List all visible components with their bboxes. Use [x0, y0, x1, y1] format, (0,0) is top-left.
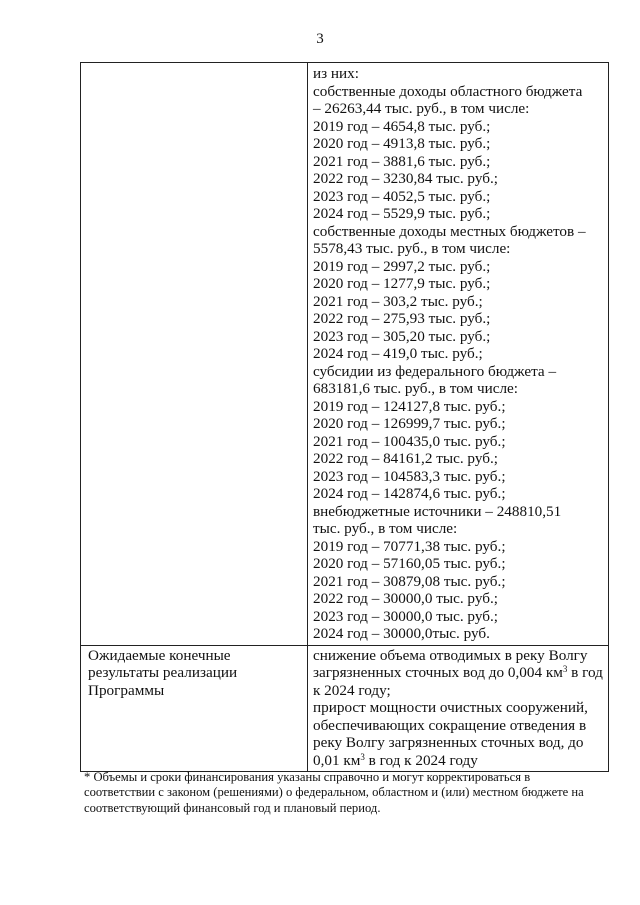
funding-line: 2024 год – 142874,6 тыс. руб.;	[313, 485, 506, 502]
funding-line: 2024 год – 5529,9 тыс. руб.;	[313, 205, 491, 222]
funding-line: 2021 год – 303,2 тыс. руб.;	[313, 292, 483, 310]
funding-line: 2021 год – 100435,0 тыс. руб.;	[313, 432, 506, 450]
expected-results-value-cell	[308, 645, 609, 772]
funding-line: 2020 год – 1277,9 тыс. руб.;	[313, 275, 491, 292]
funding-line: 5578,43 тыс. руб., в том числе:	[313, 240, 511, 257]
funding-line: – 26263,44 тыс. руб., в том числе:	[313, 100, 530, 117]
program-passport-table	[80, 62, 609, 772]
funding-line: 2023 год – 30000,0 тыс. руб.;	[313, 607, 498, 625]
funding-line: из них:	[313, 65, 359, 82]
funding-line: 2024 год – 419,0 тыс. руб.;	[313, 345, 483, 362]
results-label-line: результаты реализации	[88, 664, 238, 681]
result-text: прирост мощности очистных сооружений, обеспечивающих сокращение отведения в реку Волгу загрязненных сточных вод, до 0,01 км	[313, 699, 588, 769]
expected-results-label-cell	[81, 645, 308, 772]
results-label-line: Ожидаемые конечные	[88, 646, 231, 664]
funding-line: 2023 год – 305,20 тыс. руб.;	[313, 327, 491, 345]
funding-row	[81, 63, 609, 646]
funding-line: 2023 год – 4052,5 тыс. руб.;	[313, 187, 491, 205]
funding-line: внебюджетные источники – 248810,51	[313, 502, 562, 520]
funding-line: 683181,6 тыс. руб., в том числе:	[313, 380, 518, 397]
funding-line: 2019 год – 2997,2 тыс. руб.;	[313, 257, 491, 275]
funding-line: собственные доходы местных бюджетов –	[313, 222, 586, 240]
expected-results-row	[81, 645, 609, 772]
result-text: в год к 2024 году	[364, 751, 478, 769]
funding-line: 2020 год – 57160,05 тыс. руб.;	[313, 555, 506, 572]
funding-line: 2022 год – 3230,84 тыс. руб.;	[313, 170, 498, 187]
funding-line: 2021 год – 30879,08 тыс. руб.;	[313, 572, 506, 590]
result-item-wastewater-reduction	[313, 647, 604, 700]
funding-details-cell	[308, 63, 609, 646]
result-item-capacity-increase	[313, 699, 604, 769]
superscript: 3	[360, 751, 365, 762]
page-number: 3	[316, 31, 324, 47]
result-text: снижение объема отводимых в реку Волгу загрязненных сточных вод до 0,004 км	[313, 646, 588, 681]
funding-line: 2022 год – 84161,2 тыс. руб.;	[313, 450, 498, 467]
results-label-line: Программы	[88, 681, 165, 699]
funding-line: 2023 год – 104583,3 тыс. руб.;	[313, 467, 506, 485]
result-text: в год к 2024 году;	[313, 664, 603, 699]
funding-line: 2020 год – 126999,7 тыс. руб.;	[313, 415, 506, 432]
funding-line: тыс. руб., в том числе:	[313, 520, 458, 537]
funding-line: 2019 год – 124127,8 тыс. руб.;	[313, 397, 506, 415]
superscript: 3	[562, 664, 568, 674]
funding-line: 2021 год – 3881,6 тыс. руб.;	[313, 152, 491, 170]
funding-line: субсидии из федерального бюджета –	[313, 362, 557, 380]
funding-line: 2022 год – 30000,0 тыс. руб.;	[313, 590, 498, 607]
funding-line: 2022 год – 275,93 тыс. руб.;	[313, 310, 491, 327]
funding-line: собственные доходы областного бюджета	[313, 82, 583, 100]
funding-line: 2019 год – 70771,38 тыс. руб.;	[313, 537, 506, 555]
funding-label-cell	[81, 63, 308, 646]
funding-line: 2020 год – 4913,8 тыс. руб.;	[313, 135, 491, 152]
funding-line: 2019 год – 4654,8 тыс. руб.;	[313, 117, 491, 135]
funding-lines	[308, 63, 608, 645]
financing-footnote: * Объемы и сроки финансирования указаны справочно и могут корректироваться в соответствии с законом (решениями) о федеральном, областном и (или) местном бюджете на соответствующий финансовый год и плановый период.	[84, 770, 584, 815]
funding-line: 2024 год – 30000,0тыс. руб.	[313, 625, 490, 642]
